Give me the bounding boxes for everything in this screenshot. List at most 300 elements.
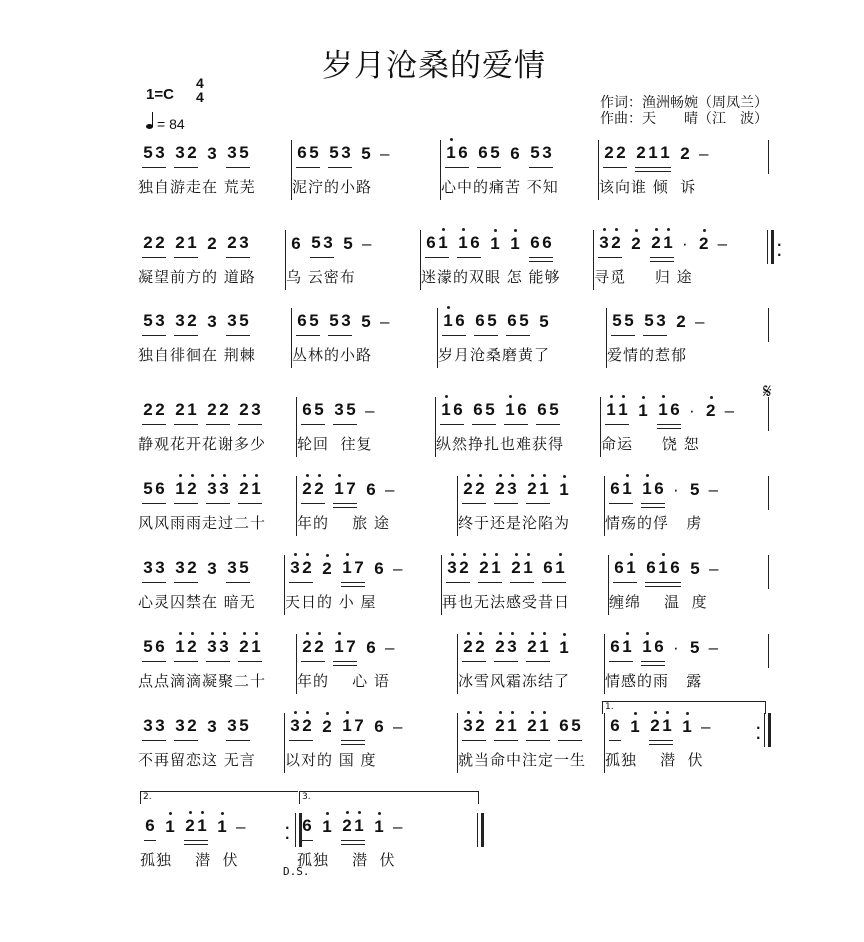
note-group (238, 400, 262, 425)
note-group (509, 144, 521, 168)
note: 1 (622, 637, 632, 656)
note: 3 (175, 143, 185, 162)
note: 2 (302, 479, 312, 498)
note: 2 (155, 400, 165, 419)
note: 6 (475, 311, 485, 330)
note-group (657, 400, 681, 425)
note: 3 (341, 143, 351, 162)
song-title: 岁月沧桑的爱情 (322, 48, 546, 84)
measure-notes (609, 555, 771, 583)
barline (768, 476, 769, 510)
note: 3 (207, 479, 217, 498)
note: 3 (175, 311, 185, 330)
lyric: 以对的 国 度 (285, 751, 377, 769)
measure (457, 713, 604, 773)
note: 1 (660, 143, 670, 162)
note: 6 (543, 558, 553, 577)
measure (297, 813, 477, 873)
note-group (536, 400, 560, 425)
note-group (321, 559, 333, 583)
note-group (603, 143, 627, 168)
note-group (142, 400, 166, 425)
note-group (226, 558, 250, 583)
measure (437, 308, 606, 368)
note: 6 (646, 558, 656, 577)
note-group (474, 311, 498, 336)
note: 5 (329, 311, 339, 330)
time-signature (196, 76, 204, 104)
note: 2 (479, 558, 489, 577)
note: 1 (642, 637, 652, 656)
note: 2 (187, 311, 197, 330)
lyric: 风风雨雨走过二十 (138, 514, 267, 532)
note: 3 (290, 558, 300, 577)
note: 1 (642, 479, 652, 498)
note: 2 (302, 637, 312, 656)
sustain-dash: – (385, 638, 395, 657)
note-group (373, 717, 385, 741)
measure (604, 634, 771, 694)
note: 6 (614, 558, 624, 577)
note-group (679, 144, 691, 168)
note: 2 (463, 479, 473, 498)
measure-notes (599, 140, 771, 168)
note-group (705, 401, 717, 425)
volta-bracket: 1. (602, 701, 766, 714)
measure (138, 476, 296, 536)
note: 5 (539, 312, 549, 331)
note-group (301, 816, 313, 841)
lyric: 情殇的俘 虏 (605, 514, 703, 532)
lyric: 独自徘徊在 荆棘 (138, 346, 256, 364)
note: 6 (478, 143, 488, 162)
note-group (360, 144, 372, 168)
note: 1 (559, 480, 569, 499)
measure (296, 634, 457, 694)
note-group (290, 234, 302, 258)
repeat-end-barline (764, 713, 771, 747)
note-group (611, 311, 635, 336)
note: 2 (187, 637, 197, 656)
measure-notes (285, 713, 457, 741)
note: 5 (239, 558, 249, 577)
note-group (689, 480, 701, 504)
note-group (142, 637, 166, 662)
note: 6 (145, 816, 155, 835)
note-group (509, 234, 521, 258)
note: 1 (251, 637, 261, 656)
note: 1 (539, 479, 549, 498)
note: 3 (219, 637, 229, 656)
note-group (641, 479, 665, 504)
measure-notes (297, 397, 435, 425)
note-group (494, 637, 518, 662)
note-group (164, 817, 176, 841)
note-group (510, 558, 534, 583)
note-group (301, 400, 325, 425)
note: 2 (227, 233, 237, 252)
note-group (174, 479, 198, 504)
note: 6 (374, 559, 384, 578)
note-group (174, 558, 198, 583)
dot-augmentation: · (689, 401, 695, 420)
note: 5 (689, 480, 700, 499)
note: 1 (523, 558, 533, 577)
note-group (675, 312, 687, 336)
measure (420, 230, 593, 290)
sustain-dash: – (724, 401, 735, 420)
note-group (206, 637, 230, 662)
lyric: 不再留恋这 无言 (138, 751, 256, 769)
note: 6 (426, 233, 436, 252)
note-group (321, 717, 333, 741)
note: 5 (571, 716, 581, 735)
note-group (605, 400, 629, 425)
lyric: 孤独 潜 伏 (297, 851, 396, 869)
note: 1 (187, 233, 197, 252)
note: 2 (527, 716, 537, 735)
lyric: 再也无法感受昔日 (442, 593, 571, 611)
note: 3 (155, 558, 165, 577)
note-group (342, 234, 354, 258)
lyric: 终于还是沦陷为 (458, 514, 571, 532)
note: 1 (334, 479, 344, 498)
staff-line (138, 230, 782, 290)
note-group (462, 637, 486, 662)
note: 1 (374, 817, 384, 836)
measure-notes (458, 713, 604, 741)
note-group (142, 311, 166, 336)
lyric: 心中的痛苦 不知 (441, 178, 559, 196)
note-group (142, 558, 166, 583)
note: 1 (507, 716, 517, 735)
note: 5 (490, 143, 500, 162)
note: 1 (658, 558, 668, 577)
note-group (142, 716, 166, 741)
note: 1 (682, 717, 692, 736)
note: 2 (342, 816, 352, 835)
note-group (296, 143, 320, 168)
note-group (506, 311, 530, 336)
note: 1 (648, 143, 658, 162)
note: 5 (143, 311, 153, 330)
note: 5 (239, 143, 249, 162)
measure-notes (292, 308, 437, 336)
sustain-dash: – (709, 559, 719, 578)
lyric: 孤独 潜 伏 (140, 851, 239, 869)
note-group (689, 559, 701, 583)
note: 1 (322, 817, 332, 836)
note: 6 (366, 638, 376, 657)
note-group (558, 480, 570, 504)
note-group (226, 716, 250, 741)
sustain-dash: – (708, 480, 719, 499)
note-group (477, 143, 501, 168)
measure (138, 308, 291, 368)
barline (768, 555, 769, 589)
note: 6 (610, 637, 620, 656)
note: 7 (346, 479, 356, 498)
note: 3 (175, 716, 185, 735)
measure (138, 555, 284, 615)
note: 3 (207, 717, 217, 736)
note: 3 (227, 558, 237, 577)
note-group (440, 400, 464, 425)
note: 5 (309, 311, 319, 330)
note: 1 (458, 233, 468, 252)
sustain-dash: – (380, 144, 390, 163)
note: 3 (155, 143, 165, 162)
sustain-dash: – (236, 817, 246, 836)
note: 3 (507, 637, 517, 656)
final-barline (477, 813, 484, 847)
lyric: 岁月沧桑磨黄了 (438, 346, 551, 364)
note: 2 (207, 400, 217, 419)
note: 5 (485, 400, 495, 419)
note: 2 (322, 559, 332, 578)
note: 2 (239, 637, 249, 656)
note: 1 (491, 558, 501, 577)
measure-notes (441, 140, 598, 168)
measure-notes (601, 397, 771, 425)
note: 5 (239, 311, 249, 330)
note: 1 (438, 233, 448, 252)
note: 6 (374, 717, 384, 736)
note: 3 (155, 716, 165, 735)
note: 6 (654, 637, 664, 656)
note-group (462, 716, 486, 741)
note: 1 (251, 479, 261, 498)
lyric: 乌 云密布 (286, 268, 356, 286)
note: 1 (638, 401, 648, 420)
note-group (174, 143, 198, 168)
note-group (301, 637, 325, 662)
note: 6 (517, 400, 527, 419)
measure (441, 555, 608, 615)
sustain-dash: – (699, 144, 709, 163)
note-group (609, 716, 621, 741)
note-group (144, 816, 156, 841)
measure (284, 555, 441, 615)
note-group (526, 479, 550, 504)
note: 6 (155, 637, 165, 656)
note-group (365, 480, 377, 504)
note: 1 (446, 143, 456, 162)
note: 2 (631, 234, 641, 253)
measure-notes (138, 713, 284, 741)
note: 6 (654, 479, 664, 498)
note: 1 (217, 817, 227, 836)
note-group (206, 559, 218, 583)
measure-notes (297, 476, 457, 504)
lyric: 心灵囚禁在 暗无 (138, 593, 256, 611)
note: 2 (175, 400, 185, 419)
note-group (206, 400, 230, 425)
note-group (645, 558, 681, 583)
note-group (184, 816, 208, 841)
note: 3 (239, 233, 249, 252)
note-group (442, 311, 466, 336)
note: 2 (314, 479, 324, 498)
repeat-dots: · · (756, 721, 761, 745)
dot-augmentation: · (673, 638, 679, 657)
note: 6 (610, 479, 620, 498)
measure-notes (605, 713, 769, 745)
note: 3 (227, 143, 237, 162)
note: 2 (698, 234, 709, 253)
measure (285, 230, 420, 290)
lyric: 独自游走在 荒芜 (138, 178, 256, 196)
note: 5 (346, 400, 356, 419)
lyric: 情感的雨 露 (605, 672, 703, 690)
note: 6 (302, 816, 312, 835)
note-group (142, 143, 166, 168)
note: 2 (239, 400, 249, 419)
note-group (174, 233, 198, 258)
measure-notes (297, 634, 457, 662)
note: 5 (143, 143, 153, 162)
sustain-dash: – (380, 312, 390, 331)
note-group (289, 558, 313, 583)
note-group (635, 143, 671, 168)
measure (138, 230, 285, 290)
lyric: 迷濛的双眼 怎 能够 (421, 268, 561, 286)
note: 1 (626, 558, 636, 577)
note: 1 (354, 816, 364, 835)
note-group (373, 817, 385, 841)
note: 1 (618, 400, 628, 419)
note: 1 (622, 479, 632, 498)
note: 2 (651, 233, 661, 252)
note-group (489, 234, 501, 258)
lyric: 寻觅 归 途 (594, 268, 693, 286)
lyric: 点点滴滴凝聚二十 (138, 672, 267, 690)
note: 1 (197, 816, 207, 835)
note: 1 (334, 637, 344, 656)
note: 6 (507, 311, 517, 330)
note: 2 (302, 716, 312, 735)
ds-marking: D.S. (283, 865, 310, 878)
note: 1 (662, 716, 672, 735)
note: 5 (519, 311, 529, 330)
measure-notes (297, 813, 477, 841)
note-group (529, 143, 553, 168)
sustain-dash: – (385, 480, 395, 499)
note: 3 (341, 311, 351, 330)
lyric: 命运 饶 恕 (601, 435, 700, 453)
note: 6 (537, 400, 547, 419)
note: 1 (490, 234, 500, 253)
measure-notes (607, 308, 771, 336)
note-group (226, 311, 250, 336)
note-group (310, 233, 334, 258)
volta-bracket-3: 3. (299, 791, 479, 804)
note: 5 (329, 143, 339, 162)
note: 1 (539, 716, 549, 735)
staff-line (138, 476, 771, 536)
measure-notes (138, 476, 296, 504)
note-group (641, 637, 665, 662)
measure-notes (458, 476, 604, 504)
note-group (526, 637, 550, 662)
tempo-marking (146, 116, 185, 132)
note: 2 (527, 479, 537, 498)
note-group (206, 144, 218, 168)
repeat-start-barline (767, 230, 774, 264)
note: 3 (542, 143, 552, 162)
note-group (328, 143, 352, 168)
measure (138, 397, 296, 457)
measure (138, 713, 284, 773)
note: 6 (530, 233, 540, 252)
sustain-dash: – (393, 717, 403, 736)
key-signature: 1=C (146, 86, 174, 103)
note: 1 (555, 558, 565, 577)
note: 5 (314, 400, 324, 419)
note: 2 (463, 637, 473, 656)
note-group (206, 234, 218, 258)
lyric: 静观花开花谢多少 (138, 435, 267, 453)
note: 6 (510, 144, 520, 163)
segno-icon: 𝄋 (763, 379, 772, 403)
lyric: 泥泞的小路 (292, 178, 373, 196)
note: 7 (354, 558, 364, 577)
note-group (526, 716, 550, 741)
lyricist: 作词：渔洲畅婉（周凤兰） (600, 95, 768, 111)
note: 2 (616, 143, 626, 162)
measure-notes (438, 308, 606, 336)
measure (457, 634, 604, 694)
note-group (174, 311, 198, 336)
note: 2 (175, 233, 185, 252)
measure-notes (140, 813, 297, 845)
measure-notes (138, 230, 285, 258)
note: 5 (624, 311, 634, 330)
note-group (649, 716, 673, 741)
note: 3 (155, 311, 165, 330)
note: 6 (458, 143, 468, 162)
note: 3 (463, 716, 473, 735)
note-group (598, 233, 622, 258)
lyric: 孤独 潜 伏 (605, 751, 704, 769)
note-group (472, 400, 496, 425)
note-group (142, 233, 166, 258)
note-group (226, 143, 250, 168)
note: 5 (143, 637, 153, 656)
note: 2 (475, 637, 485, 656)
note: 2 (185, 816, 195, 835)
measure-notes (292, 140, 440, 168)
note-group (333, 400, 357, 425)
note: 2 (155, 233, 165, 252)
note-group (206, 479, 230, 504)
note: 2 (676, 312, 686, 331)
note-group (333, 637, 357, 662)
measure (284, 713, 457, 773)
note-group (328, 311, 352, 336)
time-signature-top: 4 (196, 75, 204, 91)
note: 7 (346, 637, 356, 656)
note: 5 (143, 479, 153, 498)
note-group (174, 637, 198, 662)
sustain-dash: – (362, 234, 372, 253)
measure-notes (138, 397, 296, 425)
note: 3 (334, 400, 344, 419)
measure-notes (594, 230, 772, 258)
note-group (333, 479, 357, 504)
note-group (296, 311, 320, 336)
note: 1 (187, 400, 197, 419)
